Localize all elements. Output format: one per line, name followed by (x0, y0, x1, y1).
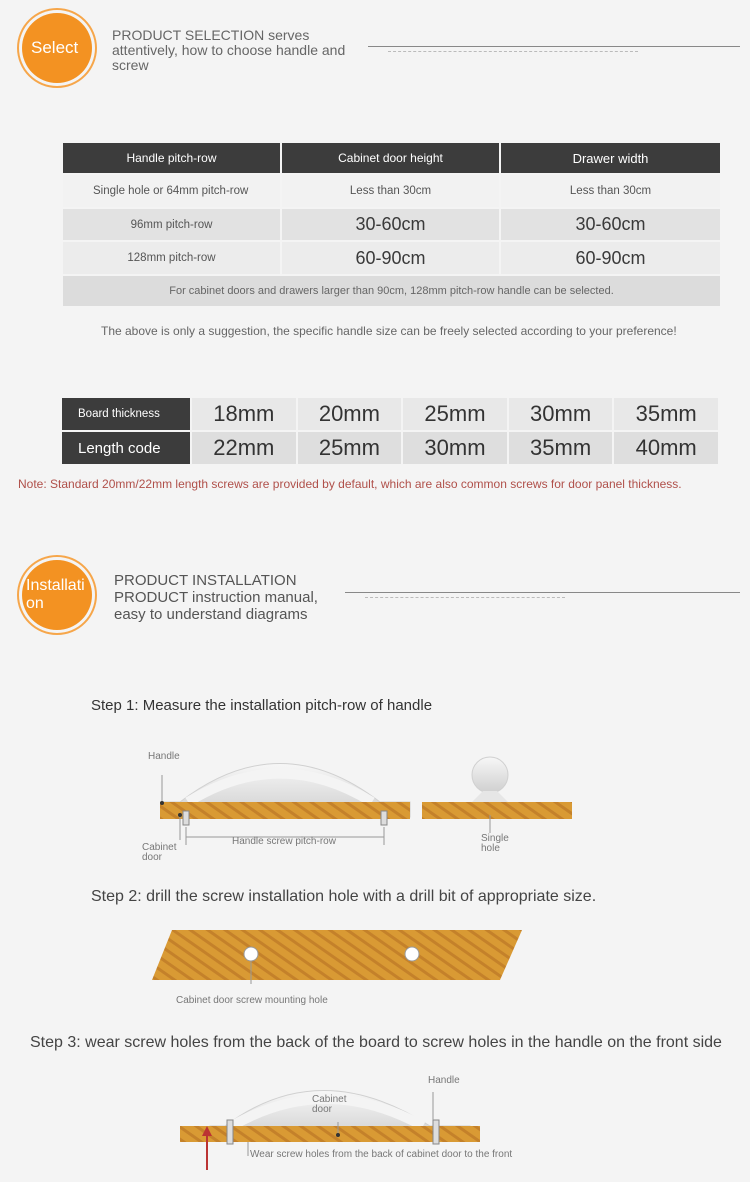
installation-divider (345, 592, 740, 593)
cell-drawer-width: 60-90cm (500, 241, 721, 275)
label-cabinet-door-step3: Cabinet door (312, 1094, 347, 1115)
selection-divider-dashed (388, 51, 638, 52)
board-thickness-label: Board thickness (61, 397, 191, 431)
label-cabinet-door: Cabinet door (142, 842, 177, 863)
thickness-value: 20mm (297, 397, 403, 431)
cell-pitch-row: 96mm pitch-row (62, 208, 281, 241)
step1-diagram (140, 745, 590, 865)
table-row (62, 174, 721, 208)
drill-hole (405, 947, 419, 961)
screw-icon (183, 811, 189, 825)
cell-drawer-width: Less than 30cm (500, 174, 721, 208)
installation-divider-dashed (365, 597, 565, 598)
cell-door-height: 60-90cm (281, 241, 500, 275)
cell-drawer-width: 30-60cm (500, 208, 721, 241)
length-value: 35mm (508, 431, 614, 465)
table-row (62, 208, 721, 241)
length-value: 30mm (402, 431, 508, 465)
cell-door-height: 30-60cm (281, 208, 500, 241)
installation-badge-label: Installation (26, 577, 85, 612)
table-row (62, 241, 721, 275)
label-wear: Wear screw holes from the back of cabinet door to the front (250, 1149, 513, 1160)
select-badge-label: Select (31, 38, 79, 57)
label-handle: Handle (148, 751, 180, 762)
board-right (422, 802, 572, 819)
length-code-row (61, 431, 719, 465)
length-value: 22mm (191, 431, 297, 465)
selection-title (112, 28, 345, 73)
screw-icon (381, 811, 387, 825)
label-handle-step3: Handle (428, 1075, 460, 1086)
knob-stem (472, 791, 508, 802)
step1-title: Step 1: Measure the installation pitch-row of handle (91, 697, 433, 714)
header-drawer-width: Drawer width (500, 142, 721, 174)
thickness-value: 18mm (191, 397, 297, 431)
label-pitch-row: Handle screw pitch-row (232, 836, 336, 847)
screw-icon (227, 1120, 233, 1144)
header-handle-pitch-row: Handle pitch-row (62, 142, 281, 174)
table-footer-note: For cabinet doors and drawers larger than 90cm, 128mm pitch-row handle can be selected. (62, 275, 721, 307)
selection-title-line-1: PRODUCT SELECTION serves (112, 27, 310, 43)
knob-shape (472, 757, 508, 793)
label-mounting-hole: Cabinet door screw mounting hole (176, 995, 328, 1006)
board-thickness-row (61, 397, 719, 431)
table-footer-row (62, 275, 721, 307)
cell-pitch-row: 128mm pitch-row (62, 241, 281, 275)
screw-icon (433, 1120, 439, 1144)
thickness-value: 25mm (402, 397, 508, 431)
screw-note: Note: Standard 20mm/22mm length screws are provided by default, which are also common screws for door panel thickness. (18, 477, 682, 491)
installation-title-line-3: easy to understand diagrams (114, 606, 308, 623)
installation-badge (22, 560, 92, 630)
length-value: 25mm (297, 431, 403, 465)
selection-title-line-2: attentively, how to choose handle and (112, 42, 346, 58)
select-badge (22, 13, 92, 83)
header-cabinet-door-height: Cabinet door height (281, 142, 500, 174)
installation-title-line-2: PRODUCT instruction manual, (114, 589, 318, 606)
selection-title-line-3: screw (112, 57, 149, 73)
installation-title (114, 572, 318, 623)
handle-selection-table (61, 141, 722, 308)
selection-divider (368, 46, 740, 47)
step3-title: Step 3: wear screw holes from the back of the board to screw holes in the handle on the front side (30, 1034, 722, 1051)
step2-title: Step 2: drill the screw installation hole with a drill bit of appropriate size. (91, 888, 597, 905)
drill-hole (244, 947, 258, 961)
thickness-value: 35mm (613, 397, 719, 431)
thickness-value: 30mm (508, 397, 614, 431)
cell-pitch-row: Single hole or 64mm pitch-row (62, 174, 281, 208)
screw-length-table (60, 396, 720, 466)
suggestion-text: The above is only a suggestion, the specific handle size can be freely selected according to your preference! (101, 324, 677, 338)
installation-title-line-1: PRODUCT INSTALLATION (114, 572, 297, 589)
length-value: 40mm (613, 431, 719, 465)
board-left (160, 802, 410, 819)
label-single-hole: Single hole (481, 833, 509, 854)
drilled-board (152, 930, 522, 980)
table-header-row (62, 142, 721, 174)
cell-door-height: Less than 30cm (281, 174, 500, 208)
length-code-label: Length code (61, 431, 191, 465)
step2-diagram (150, 928, 530, 988)
